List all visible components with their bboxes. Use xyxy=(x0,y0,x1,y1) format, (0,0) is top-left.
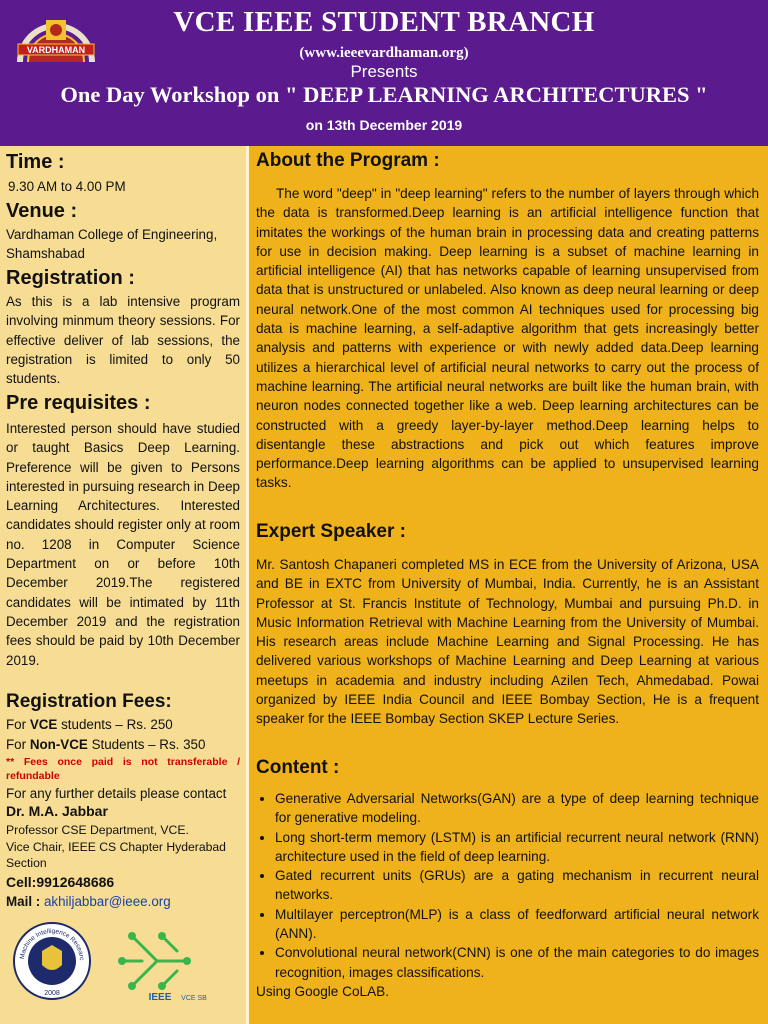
content-item-gru: • Gated recurrent units (GRUs) are a gating mechanism in recurrent neural networks. xyxy=(275,866,759,905)
content-item-mlp: • Multilayer perceptron(MLP) is a class of feedforward artificial neural network (ANN). xyxy=(275,905,759,944)
content-item-cnn: • Convolutional neural network(CNN) is one of the main categories to do images recognition, images classifications. xyxy=(275,943,759,982)
registration-heading: Registration : xyxy=(6,267,135,289)
header-banner xyxy=(0,0,768,146)
svg-text:IEEE: IEEE xyxy=(148,992,172,1003)
fee-non-vce: For Non-VCE Students – Rs. 350 xyxy=(6,737,206,752)
workshop-date: on 13th December 2019 xyxy=(305,117,463,133)
contact-name: Dr. M.A. Jabbar xyxy=(6,803,108,819)
venue-text: Vardhaman College of Engineering, Shamshabad xyxy=(6,227,218,262)
website-url[interactable]: (www.ieeevardhaman.org) xyxy=(299,45,469,61)
contact-cell: Cell:9912648686 xyxy=(6,874,115,890)
about-text: The word "deep" in "deep learning" refers to the number of layers through which the data is transformed.Deep learning is an artificial intelligence function that imitates the workings of the human brain in processing data and creating patterns for use in decision making. Deep learning is a subset of machine learning in artificial intelligence (AI) that has networks capable of learning unsupervised from data that is unstructured or unlabeled. Also known as deep neural learning or deep neural network.One of the most common AI techniques used for processing big data is machine learning, a self-adaptive algorithm that gets increasingly better analysis and patterns with experience or with newly added data.Deep learning utilizes a hierarchical level of artificial neural networks to carry out the process of machine learning. The artificial neural networks are built like the human brain, with neuron nodes connected together like a web. Deep learning architectures can be constructed with a greedy layer-by-layer method.Deep learning helps to disentangle these abstractions and pick out which features improve performance.Deep learning algorithms can be applied to unsupervised learning tasks. xyxy=(256,186,759,491)
content-item-gan: • Generative Adversarial Networks(GAN) are a type of deep learning technique for generative modeling. xyxy=(275,789,759,828)
workshop-title: One Day Workshop on " DEEP LEARNING ARCHITECTURES " xyxy=(60,82,708,107)
content-item-lstm: • Long short-term memory (LSTM) is an artificial recurrent neural network (RNN) architecture used in the field of deep learning. xyxy=(275,828,759,867)
research-lab-seal xyxy=(12,921,92,1001)
content-list xyxy=(256,789,759,1001)
fees-note: ** Fees once paid is not transferable / refundable xyxy=(6,756,240,782)
email-link[interactable]: akhiljabbar@ieee.org xyxy=(43,894,171,909)
contact-intro: For any further details please contact xyxy=(6,786,227,801)
ieee-vce-sb-logo xyxy=(112,916,212,1006)
content-heading: Content : xyxy=(256,757,340,778)
speaker-text: Mr. Santosh Chapaneri completed MS in ECE from the University of Arizona, USA and BE in EXTC from University of Mumbai, India. Currently, he is an Assistant Professor at St. Francis Institute of Technology, Mumbai and pursuing Ph.D. in Music Information Retrieval with Machine Learning from the University of Mumbai. His research areas include Machine Learning and Signal Processing. He has delivered various workshops of Machine Learning and Deep Learning at various meetups in academia and industry including Azilen Tech, Ahmedabad. Powai organized by IEEE India Council and IEEE Bombay Section, He is a frequent speaker for the IEEE Bombay Section SKEP Lecture Series. xyxy=(256,557,759,727)
svg-text:2008: 2008 xyxy=(44,990,60,997)
prerequisites-heading: Pre requisites : xyxy=(6,392,151,414)
time-heading: Time : xyxy=(6,151,65,173)
fees-heading: Registration Fees: xyxy=(6,691,172,712)
venue-heading: Venue : xyxy=(6,200,78,222)
contact-role-1: Professor CSE Department, VCE. xyxy=(6,823,189,837)
fee-vce: For VCE students – Rs. 250 xyxy=(6,717,173,732)
branch-title: VCE IEEE STUDENT BRANCH xyxy=(173,6,595,38)
contact-mail: Mail : akhiljabbar@ieee.org xyxy=(6,894,171,909)
time-text: 9.30 AM to 4.00 PM xyxy=(8,179,126,194)
svg-text:VCE SB: VCE SB xyxy=(181,995,207,1002)
right-column xyxy=(249,146,768,1024)
contact-role-2: Vice Chair, IEEE CS Chapter Hyderabad Section xyxy=(6,840,226,870)
left-column xyxy=(0,146,246,1024)
prerequisites-text: Interested person should have studied or taught Basics Deep Learning. Preference will be given to Persons interested in pursuing research in Deep Learning Architectures. Interested candidates should register only at room no. 1208 in Computer Science Department on or before 10th December 2019.The registered candidates will be intimated by 11th December 2019 and the registration fees should be paid by 10th December 2019. xyxy=(6,421,240,668)
svg-text:VARDHAMAN: VARDHAMAN xyxy=(26,45,86,55)
presents-label: Presents xyxy=(350,62,418,81)
registration-text: As this is a lab intensive program involving minmum theory sessions. For effective deliver of lab sessions, the registration is limited to only 50 students. xyxy=(6,294,240,387)
content-footer: Using Google CoLAB. xyxy=(256,983,389,999)
about-heading: About the Program : xyxy=(256,150,440,171)
svg-text:Machine Intelligence Research: Machine Intelligence Researc xyxy=(18,927,86,961)
speaker-heading: Expert Speaker : xyxy=(256,521,406,542)
